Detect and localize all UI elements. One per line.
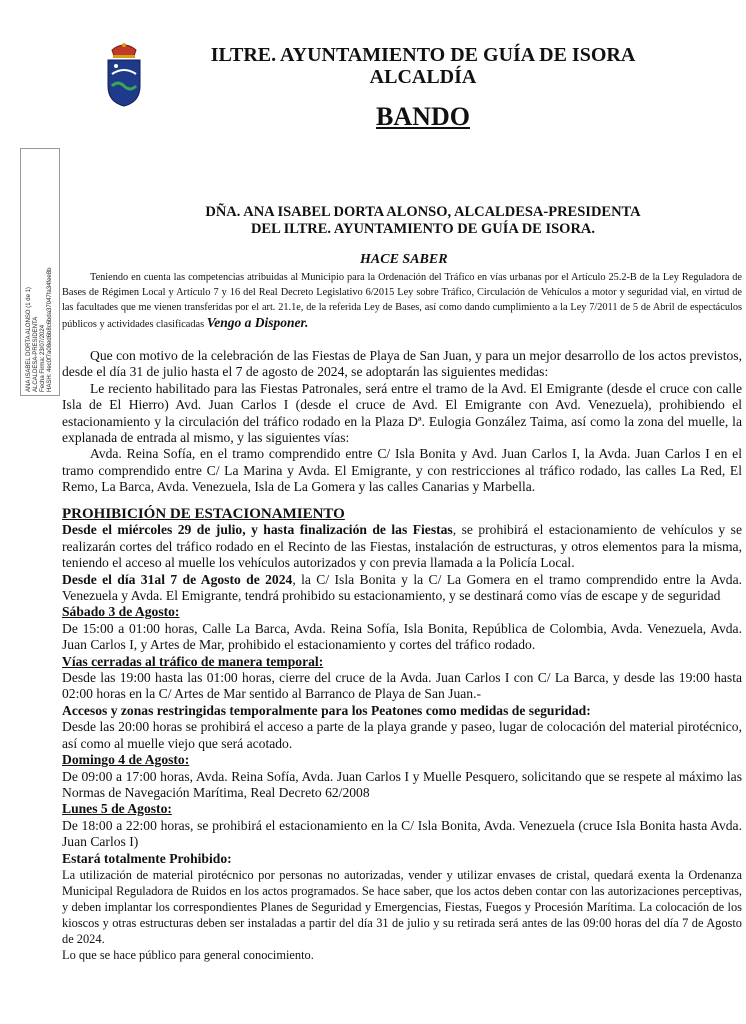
stamp-line-2: ALCALDESA-PRESIDENTA bbox=[33, 316, 39, 392]
saturday-heading: Sábado 3 de Agosto: bbox=[62, 604, 180, 620]
paragraph-2-lead: Desde el día 31al 7 de Agosto de 2024 bbox=[62, 571, 293, 587]
intro-paragraph-2: Le reciento habilitado para las Fiestas Patronales, será entre el tramo de la Avd. El Emigrante (desde el cruce con calle Isla de El Hierro) Avd. Juan Carlos I (desde el cruce de Avd. El Emigrante con Avd. Venezuela), prohibiendo el estacionamiento y la circulación del tráfico rodado en la Plaza Dª. Eulogia González Taima, así como la zona del muelle, la explanada de entrada al mismo, y las siguientes vías: bbox=[62, 380, 742, 446]
signature-stamp bbox=[20, 148, 60, 396]
road-closures-text: Desde las 19:00 hasta las 01:00 horas, cierre del cruce de la Avda. Juan Carlos I con C/ La Barca, y desde las 19:00 hasta 02:00 horas en la C/ Artes de Mar sentido al Barranco de Playa de San Juan.- bbox=[62, 670, 742, 702]
road-closures-heading: Vías cerradas al tráfico de manera temporal: bbox=[62, 653, 324, 669]
monday-text: De 18:00 a 22:00 horas, se prohibirá el estacionamiento en la C/ Isla Bonita, Avda. Venezuela (cruce Isla Bonita hasta Avda. Juan Carlos I) bbox=[62, 817, 742, 850]
hace-saber-heading: HACE SABER bbox=[360, 252, 448, 267]
legal-preamble bbox=[62, 270, 742, 332]
prohibition-paragraph-1 bbox=[62, 522, 742, 571]
closing-text: Lo que se hace público para general conocimiento. bbox=[62, 947, 314, 962]
pedestrian-restrictions-text: Desde las 20:00 horas se prohibirá el acceso a parte de la playa grande y paseo, lugar de colocación del material pirotécnico, así como al muelle viejo que será acotado. bbox=[62, 719, 742, 751]
prohibited-text: La utilización de material pirotécnico por personas no autorizadas, vender y utilizar envases de cristal, quedará exenta la Ordenanza Municipal Reguladora de Ruidos en los actos programados. Se hace saber, que los actos deben contar con las autorizaciones perceptivas, y deben implantar los correspondientes Planes de Seguridad y Emergencias, Fiestas, Fuegos y Procesión Marítima. La colocación de los kioscos y otras estructuras deben ser instaladas a partir del día 31 de julio y su retirada será antes de las 09:00 horas del día 7 de Agosto de 2024. bbox=[62, 867, 742, 946]
issuer-block bbox=[150, 204, 696, 238]
sunday-text: De 09:00 a 17:00 horas, Avda. Reina Sofía, Avda. Juan Carlos I y Muelle Pesquero, solicitando que se respete al máximo las Normas de Navegación Marítima, Real Decreto 62/2008 bbox=[62, 768, 742, 800]
signature-stamp-text bbox=[26, 152, 54, 392]
prohibition-section bbox=[62, 506, 742, 963]
org-department: ALCALDÍA bbox=[369, 66, 477, 88]
paragraph-1-text: , se prohibirá el estacionamiento de vehículos y se realizarán cortes del tráfico rodado en el Recinto de las Fiestas, instalación de estructuras, y otros elementos para la misma, teniendo el acceso al muelle los vehículos autorizados y con previa llamada a la Policía Local. bbox=[62, 522, 742, 571]
intro-section bbox=[62, 348, 742, 496]
intro-paragraph-3: Avda. Reina Sofía, en el tramo comprendido entre C/ Isla Bonita y Avd. Juan Carlos I, la Avda. Juan Carlos I en el tramo comprendido entre C/ La Marina y Avda. El Emigrante, y con restricciones al tráfico rodado, las calles La Red, El Remo, La Barca, Avda. Venezuela, Isla de La Gomera y las calles Canarias y Marbella. bbox=[62, 446, 742, 495]
stamp-line-4: HASH: 4ec0f7a08ed6b8c6bda37047fa34fee8b bbox=[47, 267, 53, 392]
org-name: ILTRE. AYUNTAMIENTO DE GUÍA DE ISORA bbox=[210, 44, 636, 66]
saturday-text: De 15:00 a 01:00 horas, Calle La Barca, Avda. Reina Sofía, Isla Bonita, República de Colombia, Avda. Venezuela, Avda. Juan Carlos I, y Artes de Mar, prohibido el estacionamiento y cortes del tráfico rodado. bbox=[62, 620, 742, 653]
stamp-line-3: Fecha Firma: 23/07/2024 bbox=[40, 324, 46, 392]
prohibition-title: PROHIBICIÓN DE ESTACIONAMIENTO bbox=[62, 506, 345, 522]
sunday-heading: Domingo 4 de Agosto: bbox=[62, 752, 190, 768]
header-organization bbox=[150, 44, 696, 88]
stamp-line-1: ANA ISABEL DORTA ALONSO (1 de 1) bbox=[26, 287, 32, 392]
monday-heading: Lunes 5 de Agosto: bbox=[62, 801, 172, 817]
paragraph-1-lead: Desde el miércoles 29 de julio, y hasta finalización de las Fiestas bbox=[62, 522, 453, 538]
issuer-line-2: DEL ILTRE. AYUNTAMIENTO DE GUÍA DE ISORA. bbox=[250, 221, 596, 237]
coat-of-arms-icon bbox=[104, 40, 144, 110]
document-type-title: BANDO bbox=[376, 102, 470, 131]
preamble-text: Teniendo en cuenta las competencias atribuidas al Municipio para la Ordenación del Tráfico en vías urbanas por el Artículo 25.2-B de la Ley Reguladora de Bases de Régimen Local y Artículo 7 y 16 del Real Decreto Legislativo 6/2015 Ley sobre Tráfico, Circulación de Vehículos a motor y seguridad vial, en virtud de las facultades que me vienen transferidas por el art. 21.1e, de la referida Ley de Bases, así como dando cumplimiento a la Ley 7/2011 de 5 de Abril de espectáculos públicos y actividades clasificadas bbox=[62, 272, 742, 330]
paragraph-2-text: , la C/ Isla Bonita y la C/ La Gomera en el tramo comprendido entre la Avda. Venezuela y Avda. El Emigrante, tendrá prohibido su estacionamiento, y se destinará como vías de escape y de seguridad bbox=[62, 571, 743, 604]
intro-paragraph-1: Que con motivo de la celebración de las Fiestas de Playa de San Juan, y para un mejor desarrollo de los actos previstos, desde el día 31 de julio hasta el 7 de agosto de 2024, se adoptarán las siguientes medidas: bbox=[62, 348, 742, 380]
prohibited-heading: Estará totalmente Prohibido: bbox=[62, 850, 232, 866]
vengo-a-disponer: Vengo a Disponer. bbox=[206, 315, 309, 330]
issuer-line-1: DÑA. ANA ISABEL DORTA ALONSO, ALCALDESA-PRESIDENTA bbox=[205, 204, 641, 220]
pedestrian-restrictions-heading: Accesos y zonas restringidas temporalmente para los Peatones como medidas de seguridad: bbox=[62, 702, 591, 718]
prohibition-paragraph-2 bbox=[62, 572, 742, 605]
